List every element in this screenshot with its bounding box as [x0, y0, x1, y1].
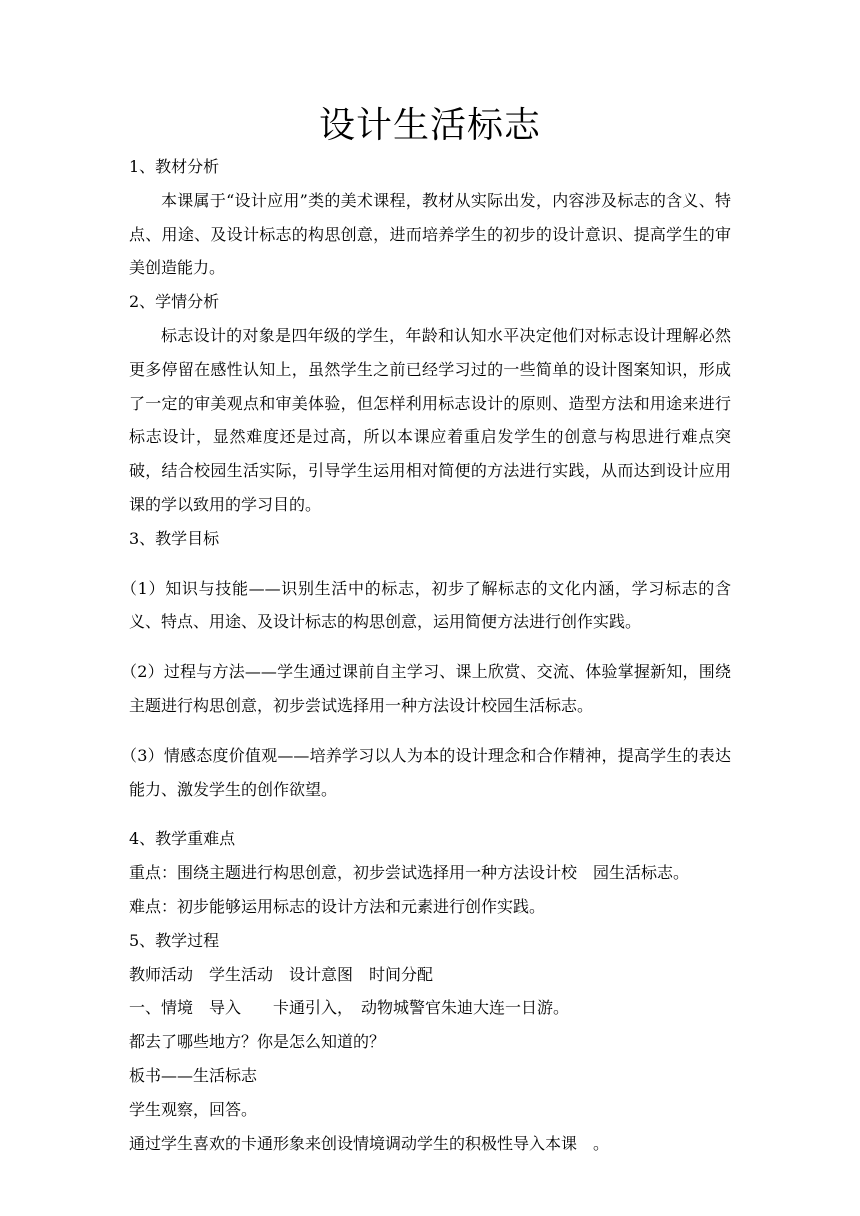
document-title: 设计生活标志: [318, 105, 541, 146]
section-heading-goals: 3、教学目标: [129, 528, 220, 548]
goal-item-process: （2）过程与方法——学生通过课前自主学习、课上欣赏、交流、体验掌握新知，围绕主题进行构思创意，初步尝试选择用一种方法设计校园生活标志。: [121, 662, 731, 715]
keypoint-difficulty: 难点：初步能够运用标志的设计方法和元素进行创作实践。: [129, 896, 546, 916]
section-heading-materials: 1、教材分析: [129, 157, 220, 176]
process-line: 学生观察，回答。: [129, 1099, 258, 1119]
process-line: 板书——生活标志: [129, 1065, 258, 1085]
paragraph-students: 标志设计的对象是四年级的学生，年龄和认知水平决定他们对标志设计理解必然更多停留在感性认知上，虽然学生之前已经学习过的一些简单的设计图案知识，形成了一定的审美观点和审美体验，但怎样利用标志设计的原则、造型方法和用途来进行标志设计，显然难度还是过高，所以本课应着重启发学生的创意与构思进行难点突破，结合校园生活实际，引导学生运用相对简便的方法进行实践，从而达到设计应用课的学以致用的学习目的。: [129, 325, 731, 514]
goal-item-attitude: （3）情感态度价值观——培养学习以人为本的设计理念和合作精神，提高学生的表达能力、激发学生的创作欲望。: [121, 745, 731, 799]
process-columns: 教师活动 学生活动 设计意图 时间分配: [129, 964, 434, 984]
paragraph-materials: 本课属于“设计应用”类的美术课程，教材从实际出发，内容涉及标志的含义、特点、用途、及设计标志的构思创意，进而培养学生的初步的设计意识、提高学生的审美创造能力。: [129, 190, 731, 278]
process-line: 通过学生喜欢的卡通形象来创设情境调动学生的积极性导入本课 。: [129, 1133, 610, 1153]
goal-item-knowledge: （1）知识与技能——识别生活中的标志，初步了解标志的文化内涵，学习标志的含义、特点、用途、及设计标志的构思创意，运用简便方法进行创作实践。: [121, 578, 731, 632]
process-line: 一、情境 导入 卡通引入， 动物城警官朱迪大连一日游。: [129, 998, 570, 1018]
keypoint-focus: 重点：围绕主题进行构思创意，初步尝试选择用一种方法设计校 园生活标志。: [129, 863, 690, 883]
process-line: 都去了哪些地方？你是怎么知道的？: [129, 1032, 386, 1052]
document-body: [121, 150, 731, 1160]
section-heading-process: 5、教学过程: [129, 930, 220, 950]
section-heading-students: 2、学情分析: [129, 292, 220, 312]
section-heading-keypoints: 4、教学重难点: [129, 829, 236, 849]
